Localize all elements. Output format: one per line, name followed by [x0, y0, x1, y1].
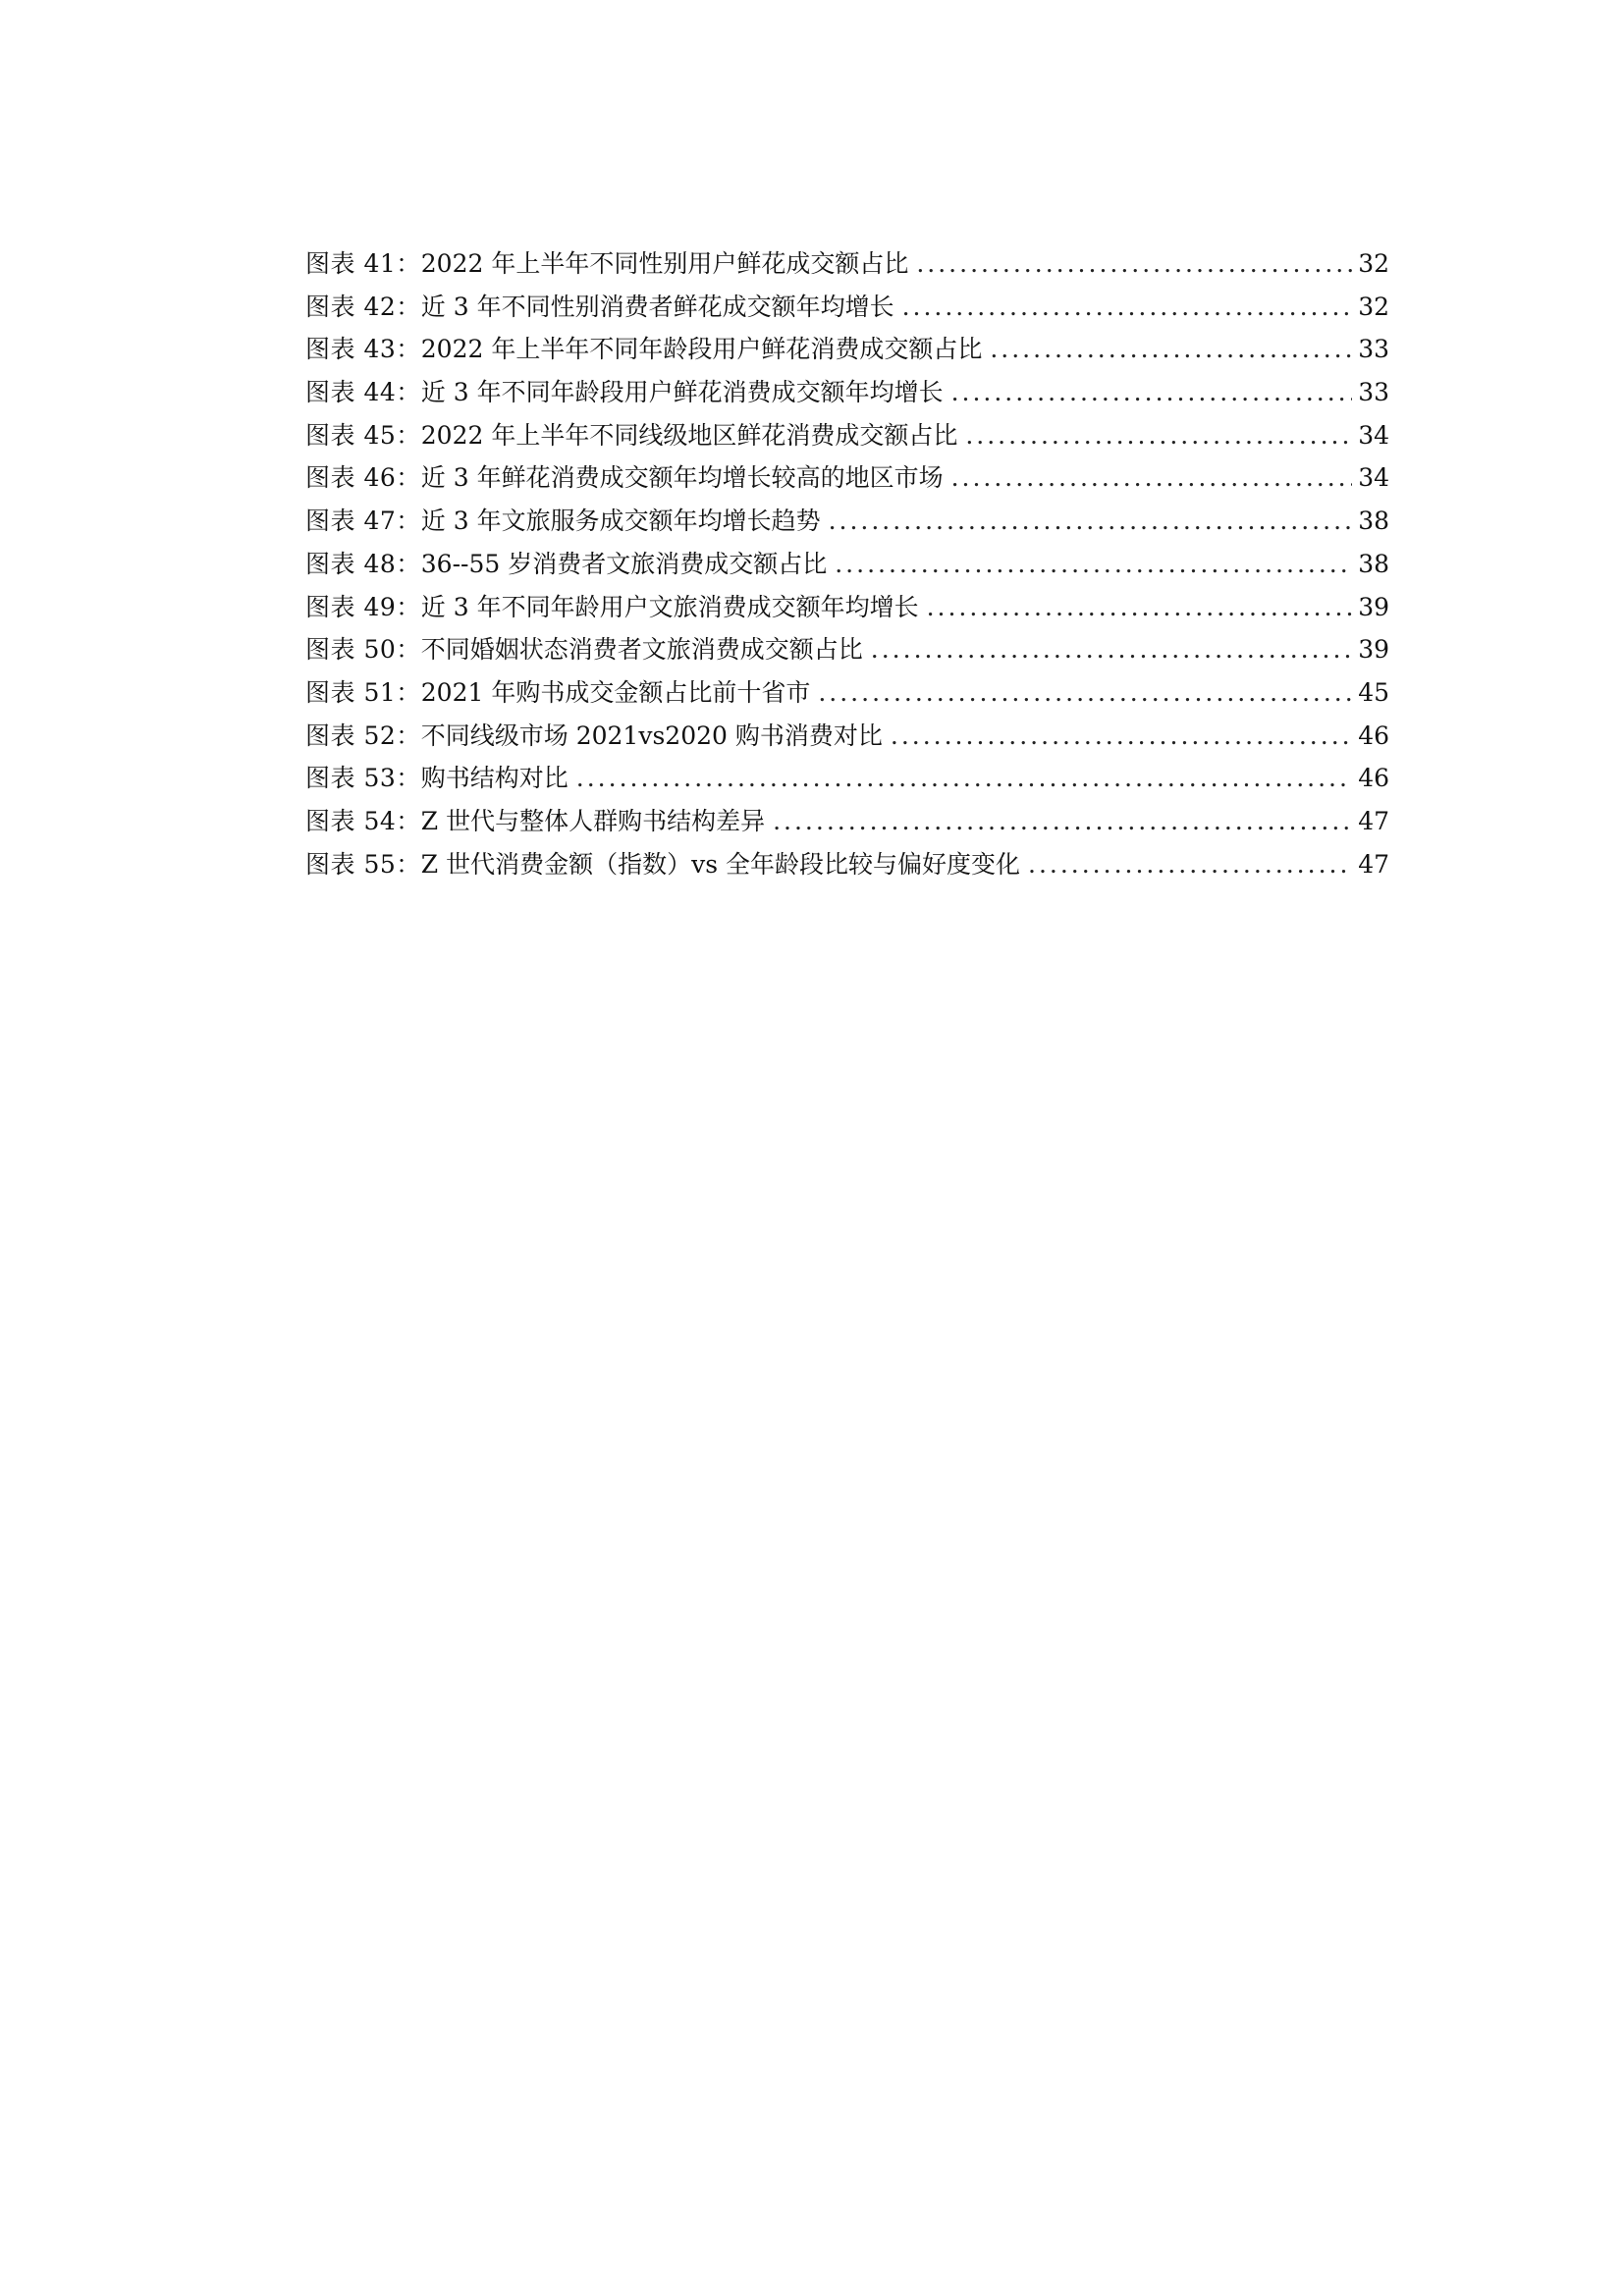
- page-number: 34: [1358, 463, 1389, 493]
- dot-leader: [818, 671, 1352, 715]
- figure-number: 图表 51：: [305, 677, 421, 707]
- figure-number: 图表 55：: [305, 849, 421, 879]
- page-number: 34: [1358, 420, 1389, 450]
- toc-entry[interactable]: [305, 543, 1389, 586]
- page-number: 39: [1358, 635, 1389, 665]
- toc-entry[interactable]: [305, 286, 1389, 329]
- dot-leader: [916, 242, 1352, 286]
- dot-leader: [871, 628, 1352, 671]
- figure-title: 近 3 年不同年龄用户文旅消费成交额年均增长: [420, 592, 919, 621]
- toc-entry[interactable]: [305, 371, 1389, 414]
- toc-entry[interactable]: [305, 628, 1389, 671]
- dot-leader: [576, 757, 1352, 800]
- page-number: 39: [1358, 592, 1389, 621]
- toc-entry[interactable]: [305, 586, 1389, 629]
- toc-entry[interactable]: [305, 456, 1389, 500]
- toc-entry[interactable]: [305, 715, 1389, 758]
- table-of-figures: [305, 242, 1389, 885]
- page-number: 45: [1358, 677, 1389, 707]
- figure-title: Z 世代与整体人群购书结构差异: [420, 806, 766, 835]
- dot-leader: [773, 800, 1352, 843]
- figure-title: 36--55 岁消费者文旅消费成交额占比: [420, 549, 828, 578]
- toc-entry[interactable]: [305, 500, 1389, 543]
- figure-number: 图表 52：: [305, 721, 421, 750]
- figure-title: Z 世代消费金额（指数）vs 全年龄段比较与偏好度变化: [420, 849, 1020, 879]
- dot-leader: [990, 328, 1352, 371]
- page-number: 32: [1358, 249, 1389, 278]
- figure-number: 图表 41：: [305, 249, 421, 278]
- figure-number: 图表 53：: [305, 764, 421, 793]
- dot-leader: [891, 715, 1352, 758]
- toc-entry[interactable]: [305, 800, 1389, 843]
- toc-entry[interactable]: [305, 242, 1389, 286]
- toc-entry[interactable]: [305, 328, 1389, 371]
- page-number: 32: [1358, 292, 1389, 321]
- dot-leader: [951, 371, 1353, 414]
- toc-entry[interactable]: [305, 671, 1389, 715]
- dot-leader: [927, 586, 1353, 629]
- toc-entry[interactable]: [305, 757, 1389, 800]
- figure-title: 2022 年上半年不同性别用户鲜花成交额占比: [420, 249, 909, 278]
- figure-number: 图表 44：: [305, 378, 421, 407]
- figure-title: 近 3 年不同性别消费者鲜花成交额年均增长: [420, 292, 894, 321]
- figure-number: 图表 43：: [305, 335, 421, 364]
- figure-title: 近 3 年不同年龄段用户鲜花消费成交额年均增长: [420, 378, 944, 407]
- page-number: 38: [1358, 507, 1389, 536]
- dot-leader: [902, 286, 1353, 329]
- figure-number: 图表 50：: [305, 635, 421, 665]
- page-number: 33: [1358, 335, 1389, 364]
- figure-number: 图表 48：: [305, 549, 421, 578]
- page-number: 46: [1358, 764, 1389, 793]
- figure-title: 购书结构对比: [420, 764, 568, 793]
- page-number: 38: [1358, 549, 1389, 578]
- figure-number: 图表 42：: [305, 292, 421, 321]
- figure-title: 近 3 年鲜花消费成交额年均增长较高的地区市场: [420, 463, 944, 493]
- figure-title: 2021 年购书成交金额占比前十省市: [420, 677, 811, 707]
- dot-leader: [1028, 843, 1352, 886]
- figure-number: 图表 54：: [305, 806, 421, 835]
- page-number: 46: [1358, 721, 1389, 750]
- dot-leader: [951, 456, 1353, 500]
- toc-entry[interactable]: [305, 843, 1389, 886]
- figure-number: 图表 45：: [305, 420, 421, 450]
- dot-leader: [835, 543, 1352, 586]
- figure-title: 不同线级市场 2021vs2020 购书消费对比: [420, 721, 883, 750]
- toc-entry[interactable]: [305, 414, 1389, 457]
- figure-number: 图表 49：: [305, 592, 421, 621]
- dot-leader: [829, 500, 1353, 543]
- figure-title: 近 3 年文旅服务成交额年均增长趋势: [420, 507, 821, 536]
- page-number: 47: [1358, 806, 1389, 835]
- figure-title: 不同婚姻状态消费者文旅消费成交额占比: [420, 635, 863, 665]
- page-number: 33: [1358, 378, 1389, 407]
- dot-leader: [965, 414, 1352, 457]
- figure-number: 图表 47：: [305, 507, 421, 536]
- figure-number: 图表 46：: [305, 463, 421, 493]
- figure-title: 2022 年上半年不同线级地区鲜花消费成交额占比: [420, 420, 958, 450]
- figure-title: 2022 年上半年不同年龄段用户鲜花消费成交额占比: [420, 335, 983, 364]
- page-number: 47: [1358, 849, 1389, 879]
